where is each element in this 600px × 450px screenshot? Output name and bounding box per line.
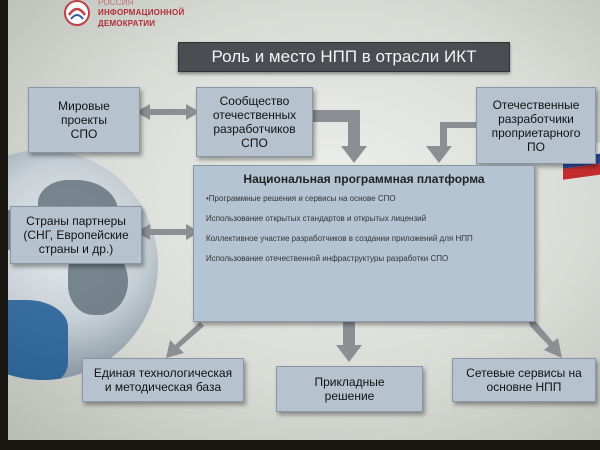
world-projects-box: Мировые проекты СПО — [28, 87, 140, 153]
platform-list-item: •Программные решения и сервисы на основе СПО — [206, 194, 396, 203]
arrow-icon — [336, 320, 362, 362]
partner-countries-box: Страны партнеры (СНГ, Европейские страны и др.) — [10, 206, 142, 264]
arrow-icon — [166, 318, 204, 358]
platform-list-item: Коллективное участие разработчиков в создании приложений для НПП — [206, 234, 473, 243]
proprietary-developers-box: Отечественные разработчики проприетарного ПО — [476, 87, 596, 164]
arrow-icon — [528, 318, 562, 358]
platform-list-item: Использование открытых стандартов и открытых лицензий — [206, 214, 427, 223]
double-arrow-icon — [136, 104, 200, 120]
double-arrow-icon — [136, 224, 200, 240]
tech-base-box: Единая технологическая и методическая база — [82, 358, 244, 402]
platform-list-item: Использование отечественной инфраструктуры разработки СПО — [206, 254, 449, 263]
slide-title: Роль и место НПП в отрасли ИКТ — [178, 42, 510, 72]
community-box: Сообщество отечественных разработчиков СПО — [196, 87, 313, 157]
applied-solutions-box: Прикладные решение — [276, 366, 423, 412]
logo-line: ДЕМОКРАТИИ — [98, 19, 156, 28]
logo-line: РОССИЯ — [98, 0, 134, 7]
network-services-box: Сетевые сервисы на основне НПП — [452, 358, 596, 402]
arrow-icon — [426, 115, 478, 163]
platform-list — [206, 194, 534, 264]
platform-title: Национальная программная платформа — [243, 172, 485, 186]
national-platform-box — [193, 165, 535, 322]
logo-line: ИНФОРМАЦИОННОЙ — [98, 8, 185, 17]
projector-screen — [8, 0, 600, 440]
